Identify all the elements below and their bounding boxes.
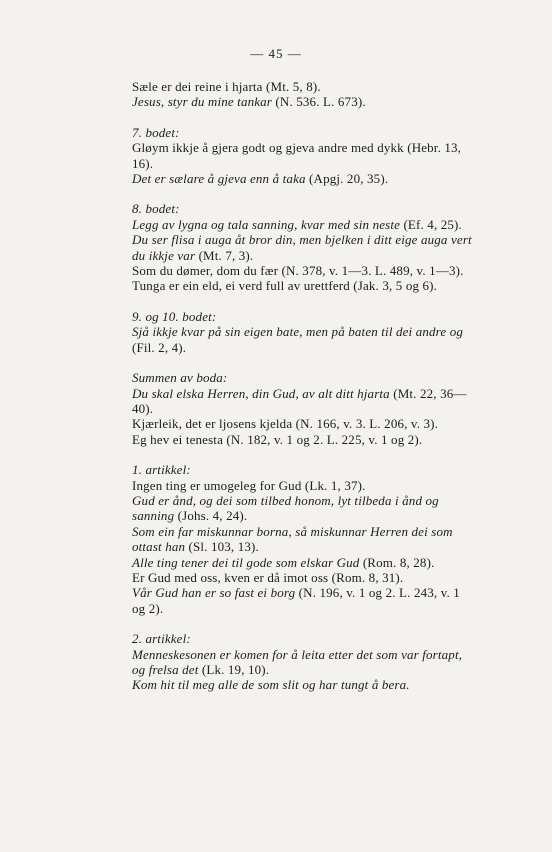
verse-text: Du ser flisa i auga åt bror din, men bjelken i ditt eige auga vert du ikkje var xyxy=(132,232,472,263)
verse-text: Kjærleik, det er ljosens kjelda (N. 166, v. 3. L. 206, v. 3). xyxy=(132,416,439,432)
section-bod-8 xyxy=(132,201,472,293)
section-heading: 7. bodet: xyxy=(132,124,180,140)
section-summen xyxy=(132,370,472,447)
verse-line xyxy=(132,416,472,431)
verse-text: Gløym ikkje å gjera godt og gjeva andre med dykk (Hebr. 13, 16). xyxy=(132,140,462,171)
hymn-line xyxy=(132,585,472,616)
verse-line xyxy=(132,493,472,524)
verse-line xyxy=(132,278,472,293)
verse-text: Tunga er ein eld, ei verd full av urettferd (Jak. 3, 5 og 6). xyxy=(132,278,438,294)
verse-ref: (Mt. 5, 8). xyxy=(262,79,321,94)
verse-text: Du skal elska Herren, din Gud, av alt ditt hjarta xyxy=(132,385,390,401)
verse-text: Er Gud med oss, kven er då imot oss (Rom. 8, 31). xyxy=(132,569,404,585)
verse-line xyxy=(132,140,472,171)
verse-line xyxy=(132,232,472,263)
verse-line xyxy=(132,524,472,555)
verse-ref: (Apgj. 20, 35). xyxy=(305,171,389,187)
verse-ref: (Fil. 2, 4). xyxy=(132,339,187,355)
verse-line xyxy=(132,79,472,94)
section-heading: Summen av boda: xyxy=(132,370,228,386)
verse-text: Legg av lygna og tala sanning, kvar med sin neste xyxy=(132,216,401,232)
verse-text: Menneskesonen er komen for å leita etter det som var fortapt, og frelsa det xyxy=(132,646,463,677)
hymn-title: Jesus, styr du mine tankar xyxy=(132,94,273,110)
hymn-ref: (N. 196, v. 1 og 2. L. 243, v. 1 og 2). xyxy=(132,585,460,616)
section-bod-7 xyxy=(132,125,472,187)
hymn-ref: (N. 536. L. 673). xyxy=(272,94,366,110)
section-intro xyxy=(132,79,472,110)
page-number: — 45 — xyxy=(250,46,302,61)
verse-line xyxy=(132,263,472,278)
verse-text: Som du dømer, dom du fær (N. 378, v. 1—3. L. 489, v. 1—3). xyxy=(132,263,464,279)
verse-line xyxy=(132,570,472,585)
hymn-line xyxy=(132,94,472,109)
section-heading: 1. artikkel: xyxy=(132,462,191,478)
section-artikkel-1 xyxy=(132,462,472,616)
page-content xyxy=(132,79,472,693)
section-artikkel-2 xyxy=(132,631,472,693)
verse-ref: (Rom. 8, 28). xyxy=(359,554,435,570)
verse-text: Gud er ånd, og dei som tilbed honom, lyt tilbeda i ånd og sanning xyxy=(132,492,439,524)
verse-text: Sæle er dei reine i hjarta xyxy=(132,79,263,94)
section-bod-9-10 xyxy=(132,309,472,355)
verse-ref: (Johs. 4, 24). xyxy=(174,508,248,524)
verse-line xyxy=(132,324,472,355)
verse-ref: (Sl. 103, 13). xyxy=(185,539,259,555)
verse-ref: (Ef. 4, 25). xyxy=(400,216,462,232)
verse-line xyxy=(132,386,472,417)
verse-line xyxy=(132,432,472,447)
verse-text: Sjå ikkje kvar på sin eigen bate, men på baten til dei andre og xyxy=(132,324,464,340)
verse-text: Kom hit til meg alle de som slit og har tungt å bera. xyxy=(132,677,410,693)
verse-text: Det er sælare å gjeva enn å taka xyxy=(132,171,306,187)
verse-text: Alle ting tener dei til gode som elskar Gud xyxy=(132,554,360,570)
verse-text: Som ein far miskunnar borna, så miskunnar Herren dei som ottast han xyxy=(132,523,453,555)
hymn-title: Vår Gud han er so fast ei borg xyxy=(132,585,296,601)
verse-line xyxy=(132,647,472,678)
verse-line xyxy=(132,555,472,570)
verse-ref: (Lk. 19, 10). xyxy=(198,662,270,677)
verse-line xyxy=(132,677,472,692)
verse-ref: (Mt. 7, 3). xyxy=(195,247,254,263)
verse-text: Eg hev ei tenesta (N. 182, v. 1 og 2. L. 225, v. 1 og 2). xyxy=(132,431,423,447)
section-heading: 2. artikkel: xyxy=(132,631,191,647)
verse-ref: (Mt. 22, 36—40). xyxy=(132,385,467,416)
verse-line xyxy=(132,171,472,186)
verse-line xyxy=(132,478,472,493)
section-heading: 8. bodet: xyxy=(132,201,180,217)
verse-line xyxy=(132,217,472,232)
section-heading: 9. og 10. bodet: xyxy=(132,308,217,324)
verse-text: Ingen ting er umogeleg for Gud (Lk. 1, 37). xyxy=(132,477,366,493)
